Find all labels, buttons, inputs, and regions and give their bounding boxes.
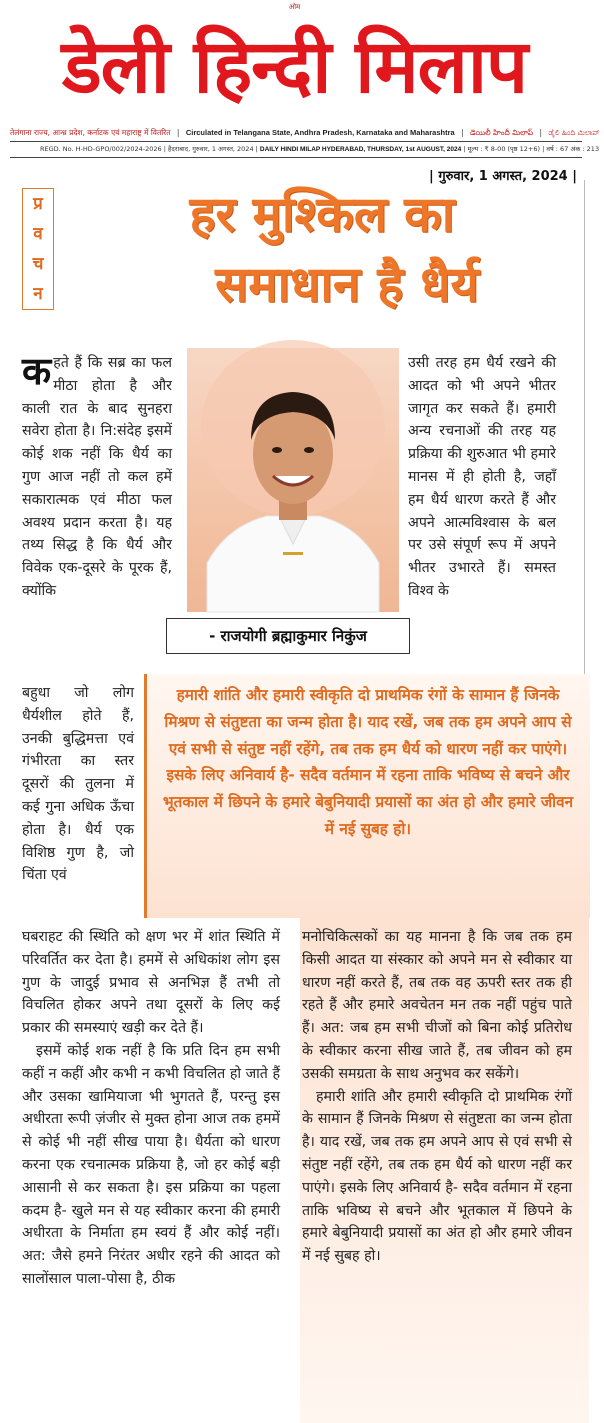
newspaper-masthead: डेली हिन्दी मिलाप: [61, 24, 528, 110]
separator: |: [176, 128, 180, 137]
section-letter: च: [32, 253, 44, 274]
circulation-hindi: तेलंगाना राज्य, आन्ध्र प्रदेश, कर्नाटक एवं महाराष्ट्र में वितरित: [10, 128, 171, 137]
article-headline: [72, 180, 572, 320]
body-paragraph: मनोचिकित्सकों का यह मानना है कि जब तक हम किसी आदत या संस्कार को अपने मन से स्वीकार या धारण नहीं करते हैं, तब तक वह ऊपरी स्तर तक ही रहते हैं और हमारे अवचेतन मन तक नहीं पहुंच पाते हैं। अत: जब हम सभी चीजों को बिना कोई प्रतिरोध के स्वीकार करना सीख जाते हैं, तब जीवन को हम उसकी समग्रता के साथ अनुभव कर सकेंगे।: [302, 929, 572, 1082]
author-photo: [187, 348, 399, 612]
circulation-kannada: ಡೈಲಿ ಹಿಂದಿ ಮಿಲಾಪ್: [548, 128, 600, 137]
rule: [10, 141, 582, 142]
section-letter: न: [33, 283, 43, 304]
masthead-om: ओम: [288, 3, 301, 11]
issue-number: वर्ष : 67 अंक : 213: [546, 145, 600, 153]
section-letter: प्र: [33, 193, 43, 214]
section-letter: व: [33, 223, 43, 244]
price: मूल्य : ₹ 8-00 (पृष्ठ 12+6): [467, 145, 541, 153]
body-column-bottom-right: [302, 926, 572, 1268]
english-dateline: DAILY HINDI MILAP HYDERABAD, THURSDAY, 1st AUGUST, 2024: [259, 146, 462, 153]
registration-line: REGD. No. H-HD-GPO/002/2024-2026 | हैदराबाद, गुरुवार, 1 अगस्त, 2024 | DAILY HINDI MILAP HYDERABAD, THURSDAY, 1st AUGUST, 2024 | मूल्य : ₹ 8-00 (पृष्ठ 12+6) | वर्ष : 67 अंक : 213: [40, 145, 600, 153]
separator: |: [539, 128, 543, 137]
body-column-left-narrow: [22, 682, 134, 887]
body-column-bottom-left: [22, 926, 280, 1291]
circulation-telugu: డెయిలీ హిందీ మిలాప్: [469, 128, 534, 137]
pullquote: हमारी शांति और हमारी स्वीकृति दो प्राथमिक रंगों के सामान हैं जिनके मिश्रण से संतुष्टता का जन्म होता है। याद रखें, जब तक हम अपने आप से एवं सभी से संतुष्ट नहीं रहेंगे, तब तक हम धैर्य को धारण नहीं कर पाएंगे। इसके लिए अनिवार्य है- सदैव वर्तमान में रहना ताकि भविष्य से बचने और भूतकाल में छिपने के हमारे बेबुनियादी प्रयासों का अंत हो और हमारे जीवन में नई सुबह हो।: [162, 686, 574, 838]
rule: [10, 157, 582, 158]
body-text: उसी तरह हम धैर्य रखने की आदत को भी अपने भीतर जागृत कर सकते हैं। हमारी अन्य रचनाओं की तरह यह प्रक्रिया की शुरुआत भी हमारे मानस में ही होती है, जहाँ हम धैर्य धारण करते हैं और अपने आत्मविश्वास के बल पर उसे संपूर्ण रूप में अपने भीतर उभारते हैं। समस्त विश्व के: [408, 355, 556, 599]
page-date: | गुरुवार, 1 अगस्त, 2024 |: [429, 169, 577, 184]
body-paragraph: घबराहट की स्थिति को क्षण भर में शांत स्थिति में परिवर्तित कर देता है। हममें से अधिकांश लोग इस गुण के जादुई प्रभाव से अनभिज्ञ हैं तभी तो विचलित होकर अपने तथा दूसरों के लिए कई प्रकार की समस्याएं खड़ी कर देते हैं।: [22, 929, 280, 1037]
body-column-left-top: [22, 349, 172, 603]
body-text: बहुधा जो लोग धैर्यशील होते हैं, उनकी बुद्धिमत्ता एवं गंभीरता का स्तर दूसरों की तुलना में कई गुना अधिक ऊँचा होता है। धैर्य एक विशिष्ठ गुण है, जो चिंता एवं: [22, 685, 134, 884]
photo-caption: - राजयोगी ब्रह्माकुमार निकुंज: [166, 618, 410, 654]
circulation-english: Circulated in Telangana State, Andhra Pradesh, Karnataka and Maharashtra: [185, 128, 455, 137]
separator: |: [461, 128, 464, 137]
headline-line-2: समाधान है धैर्य: [215, 256, 479, 313]
body-paragraph: हमारी शांति और हमारी स्वीकृति दो प्राथमिक रंगों के सामान हैं जिनके मिश्रण से संतुष्टता का जन्म होता है। याद रखें, जब तक हम अपने आप से एवं सभी से संतुष्ट नहीं रहेंगे, तब तक हम धैर्य को धारण नहीं कर पाएंगे। इसके लिए अनिवार्य है- सदैव वर्तमान में रहना ताकि भविष्य से बचने और भूतकाल में छिपने के हमारे बेबुनियादी प्रयासों का अंत हो और हमारे जीवन में नई सुबह हो।: [302, 1088, 572, 1265]
headline-line-1: हर मुश्किल का: [189, 186, 455, 243]
circulation-line: [10, 126, 600, 140]
section-label-pravachan: [22, 188, 54, 310]
body-paragraph: इसमें कोई शक नहीं है कि प्रति दिन हम सभी कहीं न कहीं और कभी न कभी विचलित हो जाते हैं और उसका खामियाजा भी भुगतते हैं, परन्तु इस अधीरता रूपी ज़ंजीर से मुक्त होना आज तक हममें से कोई भी नहीं सीख पाया है। धैर्यता को धारण करना एक रचनात्मक प्रक्रिया है, जो हर कोई बड़ी आसानी से कर सकता है। इस प्रक्रिया का पहला कदम है- खुले मन से यह स्वीकार करना की हमारी अधीरता के निर्माता हम स्वयं हैं और कोई नहीं। अत: जैसे हमने निरंतर अधीर रहने की आदत को सालोंसाल पाला-पोसा है, ठीक: [22, 1042, 280, 1287]
pullquote-rule: [144, 674, 147, 918]
regd-number: REGD. No. H-HD-GPO/002/2024-2026: [40, 145, 162, 153]
drop-cap: क: [22, 349, 52, 393]
author-portrait-illustration: [187, 348, 399, 612]
body-column-right-top: [408, 352, 556, 603]
hindi-dateline: हैदराबाद, गुरुवार, 1 अगस्त, 2024: [167, 145, 254, 153]
body-text: हते हैं कि सब्र का फल मीठा होता है और काली रात के बाद सुनहरा सवेरा होता है। नि:संदेह इसमें कोई शक नहीं कि धैर्य का गुण आज नहीं तो कल हमें सकारात्मक एवं मीठा फल अवश्य प्रदान करता है। यह तथ्य सिद्ध है कि धैर्य और विवेक एक-दूसरे के पूरक हैं, क्योंकि: [22, 355, 172, 599]
